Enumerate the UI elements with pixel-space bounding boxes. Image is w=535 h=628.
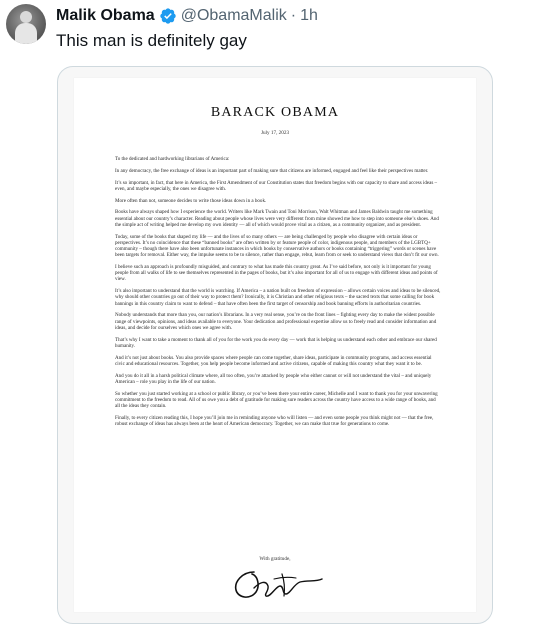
author-handle[interactable]: @ObamaMalik [180,7,287,24]
avatar-figure-head [20,11,32,23]
letter-paragraph: I believe such an approach is profoundly misguided, and contrary to what has made this country great. As I’ve said before, not only is it important for young people from all walks of life to see themselves represented in the pages of books, but it’s also important for all of us to engage with different ideas and points of view. [115,264,438,283]
author-avatar[interactable] [6,4,46,44]
tweet-media-image[interactable] [57,66,493,624]
letter-paragraph: It’s also important to understand that the world is watching. If America – a nation built on freedom of expression – allows certain voices and ideas to be silenced, why should other countries go out of their way to protect them? Ironically, it is Christian and other religious texts – the sacred texts that some calling for book bannings in this country claim to want to defend – that have often been the first target of censorship and book banning efforts in authoritarian countries. [115,288,441,307]
letter-date: July 17, 2023 [260,130,290,136]
letter-paragraph: To the dedicated and hardworking librarians of America: [115,156,230,162]
letter-paragraph: Today, some of the books that shaped my life — and the lives of so many others — are being challenged by people who disagree with certain ideas or perspectives. It’s no coincidence that these “banned books” are often written by or feature people of color, indigenous people, and members of the LGBTQ+ community – though there have also been unfortunate instances in which books by conservative authors or books containing “triggering” words or scenes have been targets for removal. Either way, the impulse seems to be to silence, rather than engage, rebut, learn from or seek to understand views that don’t fit our own. [115,233,439,259]
header-separator: · [290,7,297,24]
avatar-figure-body [15,23,37,44]
letter-paragraph: More often than not, someone decides to write those ideas down in a book. [115,197,267,204]
letter-paragraph: And you do it all in a harsh political climate where, all too often, you’re attacked by people who either cannot or will not understand the vital – and uniquely American – role you play in the life of our nation. [115,372,432,385]
letter-paragraph: So whether you just started working at a school or public library, or you’ve been there your entire career, Michelle and I want to thank you for your unwavering commitment to the freedom to read. All of us owe you a debt of gratitude for making sure readers across the country have access to a wide range of books, and all the ideas they contain. [115,390,438,410]
signature-image [224,566,334,606]
author-name[interactable]: Malik Obama [56,7,155,24]
letter-paragraph: It’s so important, in fact, that here in America, the First Amendment of our Constitution states that freedom begins with our capacity to share and access ideas – even, and maybe especially, the ones we disagree with. [115,179,438,192]
verified-badge-icon [159,7,177,25]
letter-paragraph: That’s why I want to take a moment to thank all of you for the work you do every day — work that is helping us understand each other and embrace our shared humanity. [115,336,437,349]
letterhead: BARACK OBAMA [210,105,340,120]
letter-paragraph: Books have always shaped how I experience the world. Writers like Mark Twain and Toni Morrison, Walt Whitman and James Baldwin taught me something essential about our country’s character. Reading about people whose lives were very different from mine showed me how to step into someone else’s shoes. And the simple act of writing helped me develop my own identity — all of which would prove vital as a citizen, as a community organizer, and as president. [115,209,439,228]
letter-paragraph: And it’s not just about books. You also provide spaces where people can come together, share ideas, participate in community programs, and access essential civic and educational resources. Together, you help people become informed and active citizens, capable of making this country what they want it to be. [115,354,432,367]
letter-paragraph: Finally, to every citizen reading this, I hope you’ll join me in reminding anyone who will listen — and even some people you think might not — that the free, robust exchange of ideas has always been at the heart of American democracy. Together, we can make that true for generations to come. [115,414,434,428]
letter-paragraph: Nobody understands that more than you, our nation’s librarians. In a very real sense, you’re on the front lines – fighting every day to make the widest possible range of viewpoints, opinions, and ideas available to everyone. Your dedication and professional expertise allow us to freely read and consider information and ideas, and decide for ourselves which ones we agree with. [115,312,437,331]
tweet-timestamp[interactable]: 1h [300,7,318,24]
letter-body [115,156,441,433]
letter-paragraph: In any democracy, the free exchange of ideas is an important part of making sure that citizens are informed, engaged and feel like their perspectives matter. [115,167,429,174]
letter-closing: With gratitude, [259,556,291,562]
tweet-header [56,6,318,26]
tweet-text: This man is definitely gay [56,31,247,50]
letter-document [74,78,476,612]
